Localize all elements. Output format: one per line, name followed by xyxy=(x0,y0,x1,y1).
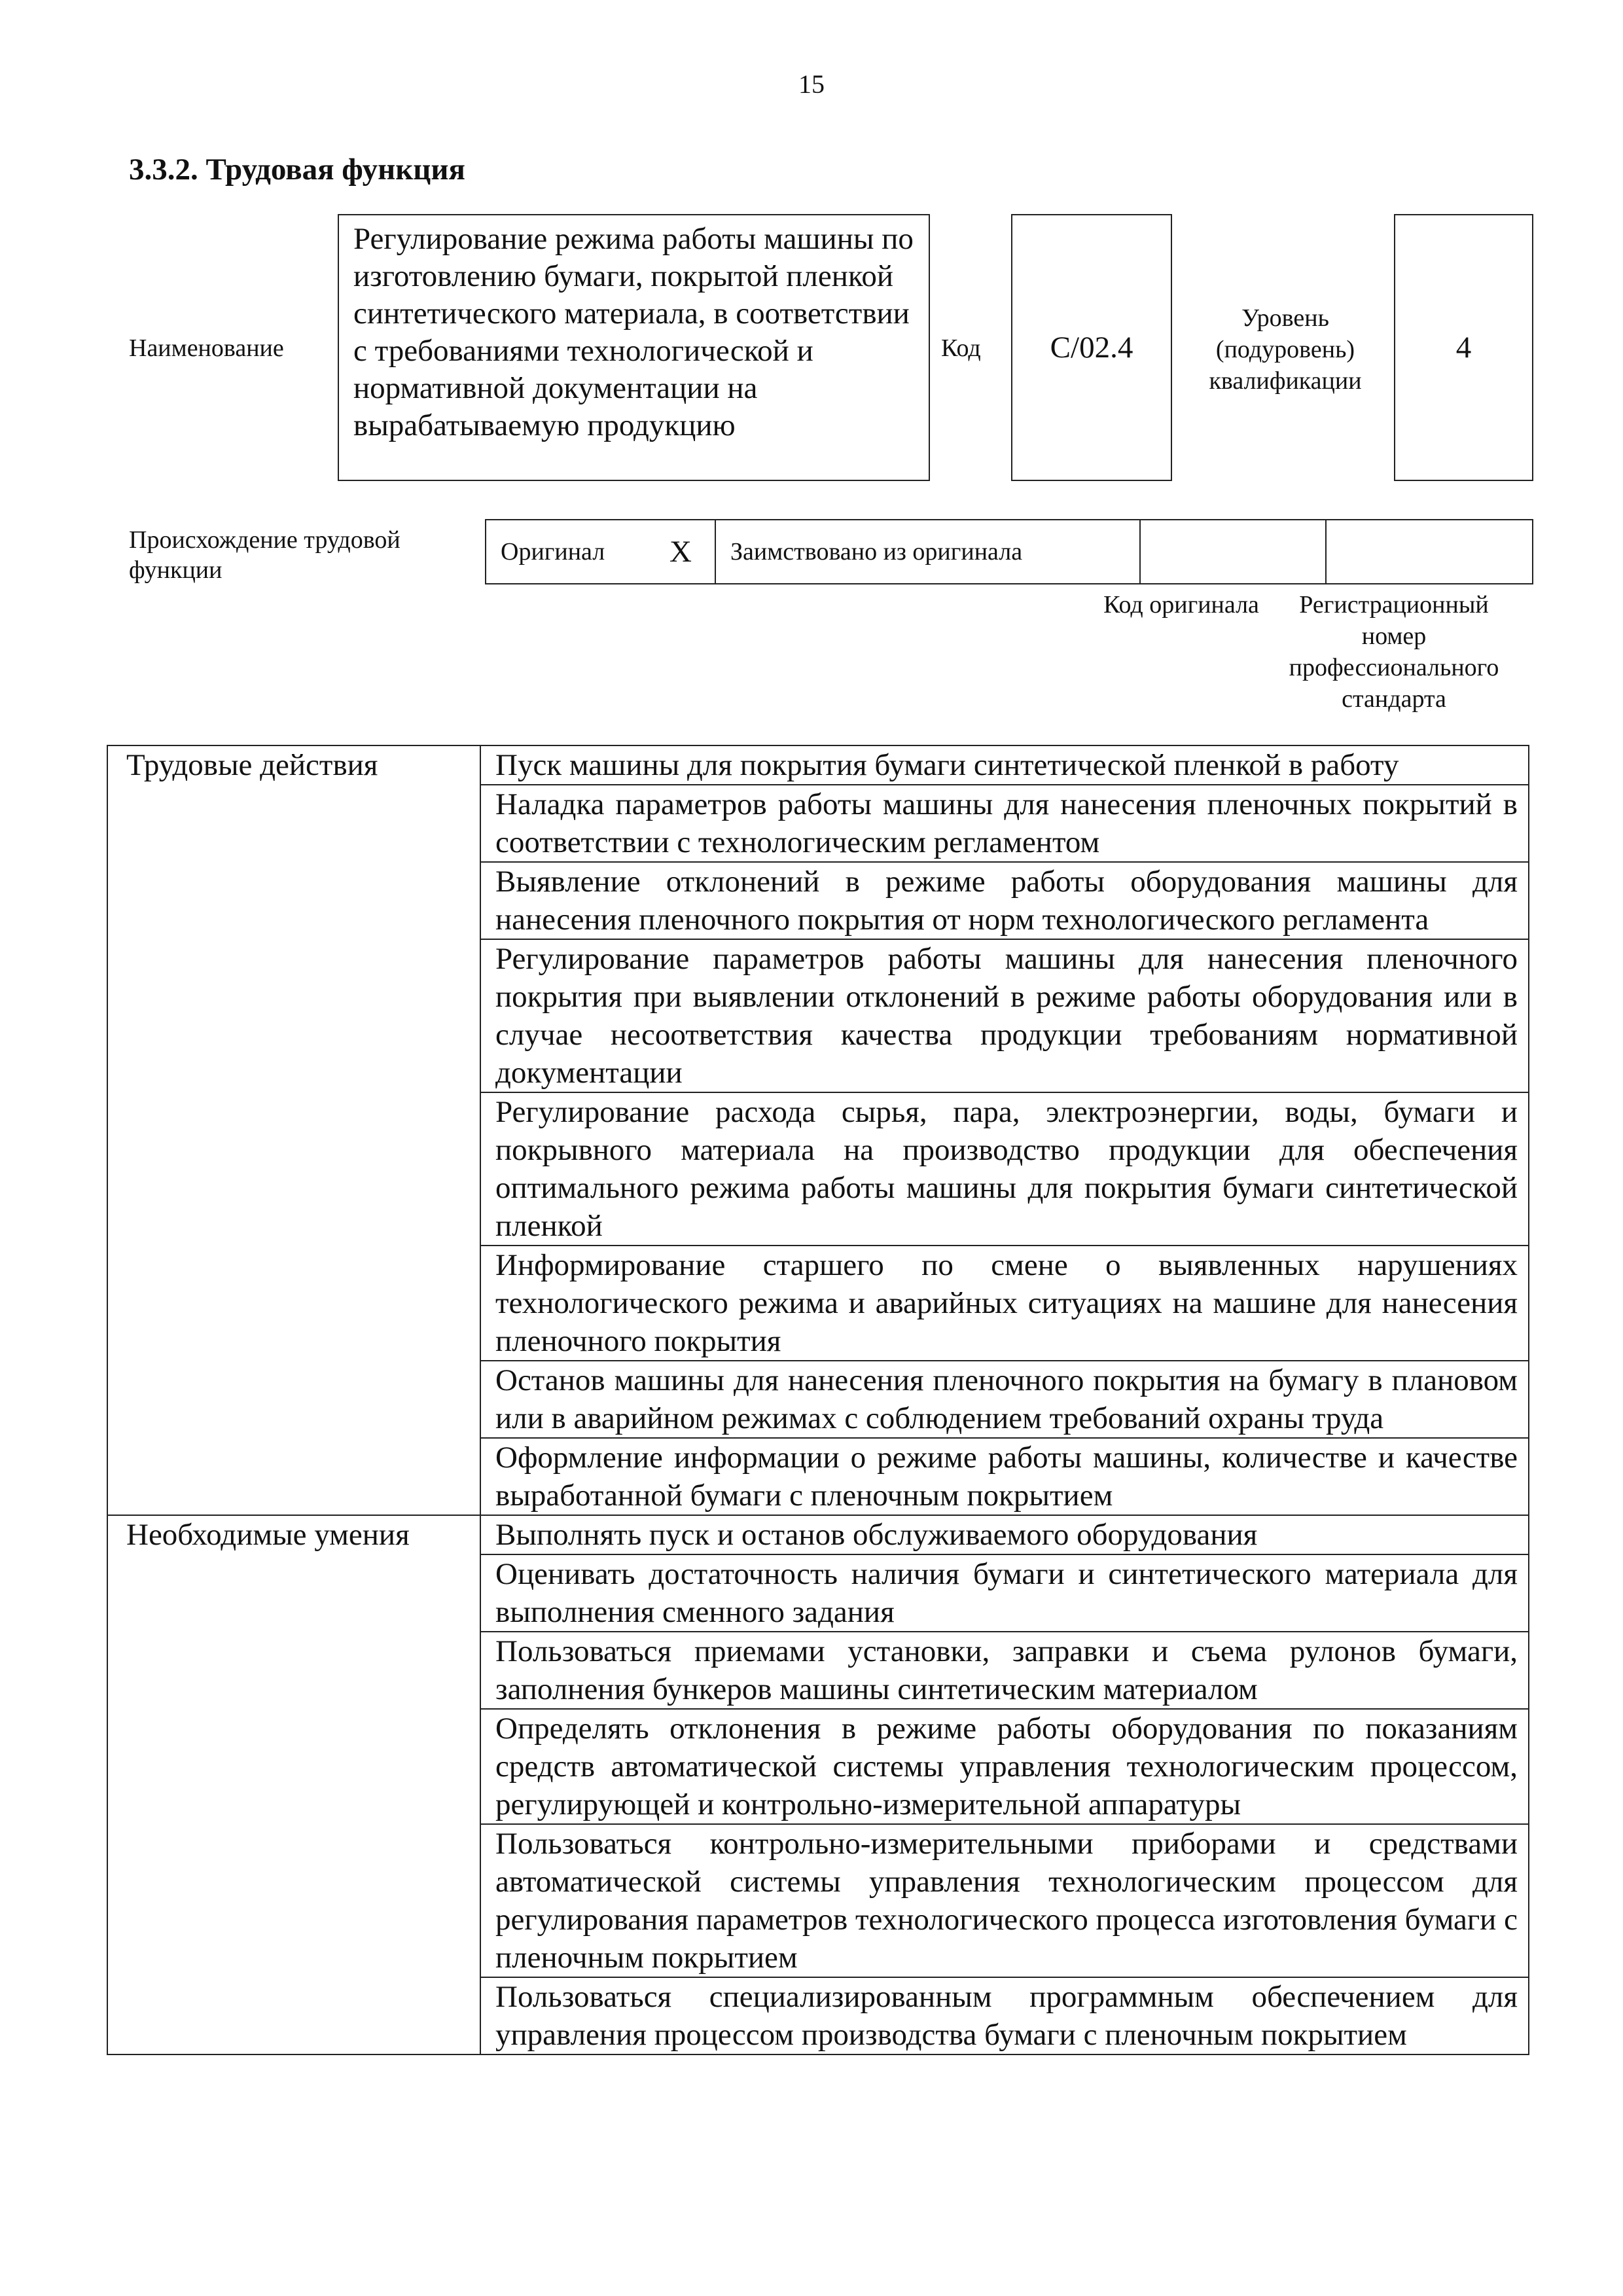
qualification-level-box xyxy=(1394,214,1533,481)
list-item: Наладка параметров работы машины для нанесения пленочных покрытий в соответствии с технологическим регламентом xyxy=(480,785,1529,862)
list-item: Останов машины для нанесения пленочного покрытия на бумагу в плановом или в аварийном режимах с соблюдением требований охраны труда xyxy=(480,1361,1529,1438)
function-details-table xyxy=(107,745,1529,2055)
list-item: Выявление отклонений в режиме работы оборудования машины для нанесения пленочного покрытия от норм технологического регламента xyxy=(480,862,1529,939)
qualification-level-value: 4 xyxy=(1455,331,1472,365)
section-category: Трудовые действия xyxy=(107,745,480,1515)
original-code-caption: Код оригинала xyxy=(1103,591,1259,619)
code-value: С/02.4 xyxy=(1050,331,1133,365)
table-row xyxy=(107,745,1529,785)
reg-number-caption: Регистрационный номер профессионального стандарта xyxy=(1289,591,1499,713)
list-item: Регулирование параметров работы машины для нанесения пленочного покрытия при выявлении отклонений в режиме работы оборудования или в случае несоответствия качества продукции требованиям нормативной документации xyxy=(480,939,1529,1092)
name-label: Наименование xyxy=(129,334,284,362)
table-row xyxy=(107,1515,1529,1554)
qualification-level-label: Уровень (подуровень) квалификации xyxy=(1209,304,1362,395)
list-item: Пуск машины для покрытия бумаги синтетической пленкой в работу xyxy=(480,745,1529,785)
section-title: 3.3.2. Трудовая функция xyxy=(129,152,465,187)
list-item: Пользоваться специализированным программным обеспечением для управления процессом производства бумаги с пленочным покрытием xyxy=(480,1977,1529,2054)
list-item: Пользоваться контрольно-измерительными приборами и средствами автоматической системы управления технологическим процессом для регулирования параметров технологического процесса изготовления бумаги с пленочным покрытием xyxy=(480,1824,1529,1977)
page-number: 15 xyxy=(798,69,825,99)
origin-code-cell xyxy=(1141,520,1327,583)
name-value: Регулирование режима работы машины по изготовлению бумаги, покрытой пленкой синтетического материала, в соответствии с требованиями технологической и нормативной документации на вырабатываемую продукцию xyxy=(338,214,930,481)
origin-original-mark: X xyxy=(669,535,692,569)
list-item: Оформление информации о режиме работы машины, количестве и качестве выработанной бумаги с пленочным покрытием xyxy=(480,1438,1529,1515)
list-item: Выполнять пуск и останов обслуживаемого оборудования xyxy=(480,1515,1529,1554)
origin-table xyxy=(485,519,1533,584)
origin-reg-number-cell xyxy=(1327,520,1533,583)
origin-original-label: Оригинал xyxy=(501,538,605,565)
section-category: Необходимые умения xyxy=(107,1515,480,2054)
code-value-box xyxy=(1011,214,1172,481)
list-item: Регулирование расхода сырья, пара, электроэнергии, воды, бумаги и покрывного материала на производство продукции для обеспечения оптимального режима работы машины для покрытия бумаги синтетической пленкой xyxy=(480,1092,1529,1246)
list-item: Определять отклонения в режиме работы оборудования по показаниям средств автоматической системы управления технологическим процессом, регулирующей и контрольно-измерительной аппаратуры xyxy=(480,1709,1529,1824)
list-item: Пользоваться приемами установки, заправки и съема рулонов бумаги, заполнения бункеров машины синтетическим материалом xyxy=(480,1632,1529,1709)
list-item: Информирование старшего по смене о выявленных нарушениях технологического режима и аварийных ситуациях на машине для нанесения пленочного покрытия xyxy=(480,1246,1529,1361)
list-item: Оценивать достаточность наличия бумаги и синтетического материала для выполнения сменного задания xyxy=(480,1554,1529,1632)
origin-borrowed-cell xyxy=(716,520,1141,583)
origin-label: Происхождение трудовой функции xyxy=(129,526,401,584)
code-label: Код xyxy=(941,334,981,362)
origin-borrowed-label: Заимствовано из оригинала xyxy=(730,538,1023,565)
origin-original-cell xyxy=(486,520,716,583)
